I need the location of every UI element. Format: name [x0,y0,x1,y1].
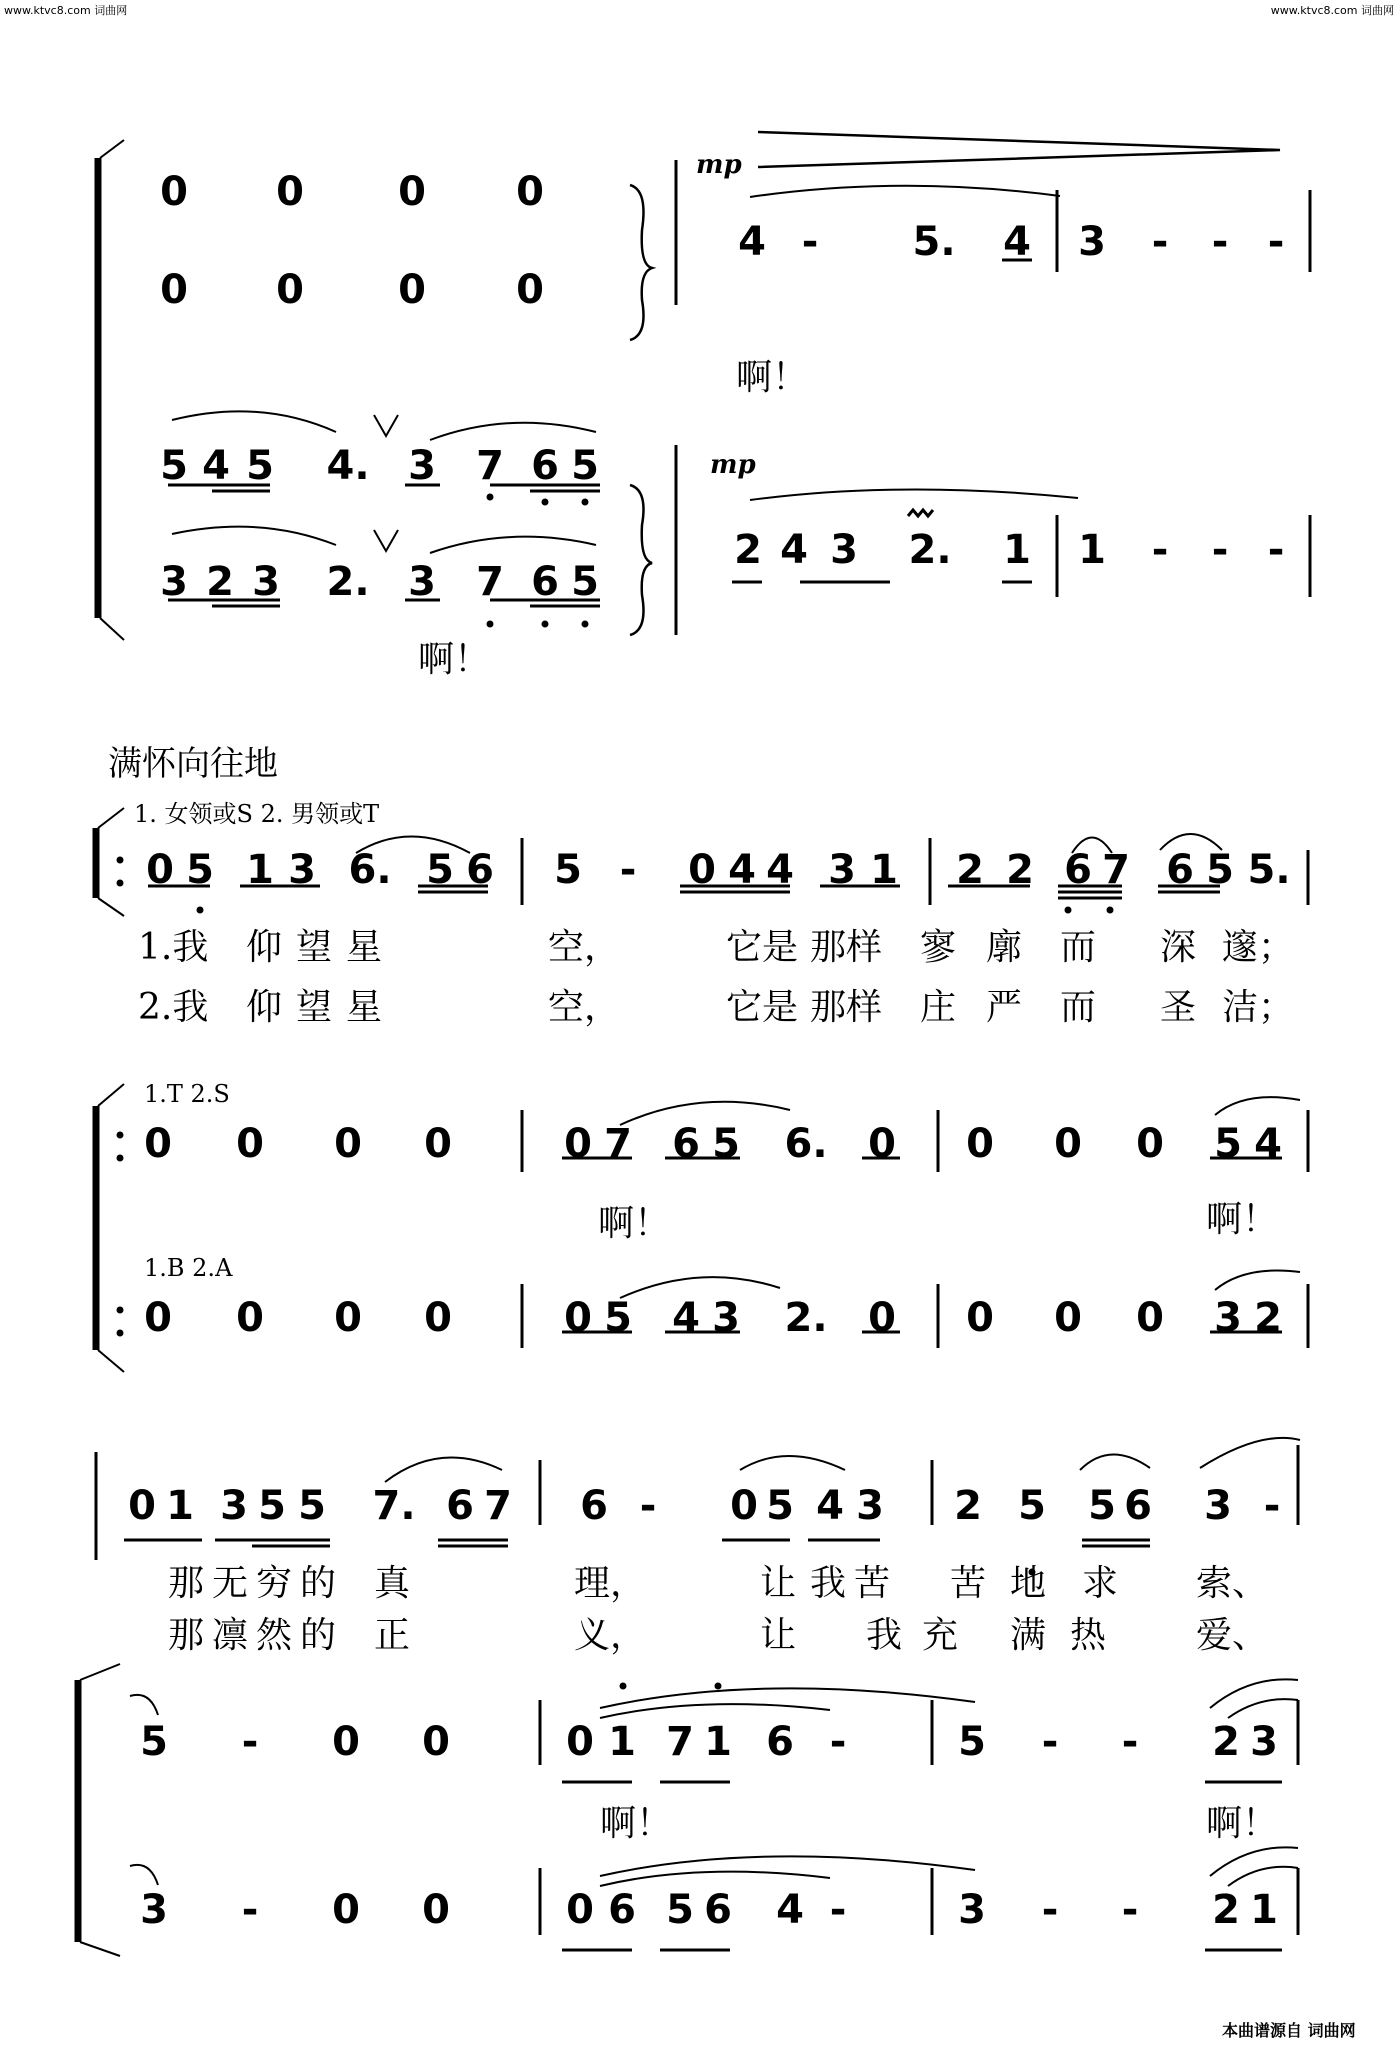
note: 6 [766,1719,794,1765]
note: 3 [958,1887,986,1933]
note: 6 [446,1483,474,1529]
note: 6 [704,1887,732,1933]
lyric: 寥 [920,927,957,968]
note: 5 [1018,1483,1046,1529]
lyric: 满热 [1010,1615,1131,1656]
note: 0 [332,1719,360,1765]
note: 0 [966,1121,994,1167]
note: 0 [566,1719,594,1765]
note: 0 [422,1887,450,1933]
note: 0 [236,1295,264,1341]
lyric: 苦 [950,1563,987,1604]
note: 4 [672,1295,700,1341]
note: 4 [738,219,766,265]
note: - [1267,527,1285,573]
note: 0 [516,169,544,215]
note: 3 [160,559,188,605]
note: - [241,1887,259,1933]
note: 3 [712,1295,740,1341]
note: 1 [870,847,898,893]
note: 4 [776,1887,804,1933]
header-right: www.ktvc8.com 词曲网 [1270,4,1394,17]
lyric: 理， [574,1563,647,1604]
note: 6 [531,443,559,489]
note: 1 [1078,527,1106,573]
footer-source: 本曲谱源自 词曲网 [1222,2021,1356,2040]
lyric: 索、 [1196,1563,1269,1604]
lyric: 那无穷的 [168,1563,345,1604]
note: 5 [712,1121,740,1167]
note: - [829,1887,847,1933]
note: 7 [476,559,504,605]
note: 0 [422,1719,450,1765]
header-left: www.ktvc8.com 词曲网 [4,4,128,17]
lyric: 充 [922,1615,959,1656]
note: 5 [1088,1483,1116,1529]
lyric: 空， [548,927,621,968]
note: 3 [220,1483,248,1529]
note: 0 [332,1887,360,1933]
lyric: 空， [548,987,621,1028]
note: 5 [160,443,188,489]
note: 5 [1214,1121,1242,1167]
note: 3 [288,847,316,893]
note: 1 [1250,1887,1278,1933]
note: 5 [298,1483,326,1529]
note: 7. [372,1483,416,1529]
note: 5 [258,1483,286,1529]
lyric: 让 [760,1615,797,1656]
note: - [1263,1483,1281,1529]
note: - [1121,1887,1139,1933]
note: 5. [912,219,956,265]
note: 4 [1003,219,1031,265]
note: - [1151,527,1169,573]
note: 6 [1166,847,1194,893]
lyric: 啊！ [598,1203,671,1244]
note: 0 [128,1483,156,1529]
lyric: 庄 [920,987,957,1028]
note: 2. [326,559,370,605]
note: 2 [1006,847,1034,893]
note: 0 [1136,1295,1164,1341]
lyric: 爱、 [1196,1615,1269,1656]
lyric: 邃； [1222,927,1295,968]
note: - [1267,219,1285,265]
note: 5 [140,1719,168,1765]
lyric: 仰 [246,987,283,1028]
note: 5 [426,847,454,893]
note: 3 [1214,1295,1242,1341]
lyric: 我苦 [810,1563,899,1604]
note: 3 [1250,1719,1278,1765]
note: 3 [408,443,436,489]
note: 0 [688,847,716,893]
part-label: 1. 女领或S 2. 男领或T [134,800,380,828]
lyric: 那凛然的 [168,1615,345,1656]
note: 0 [564,1121,592,1167]
note: 0 [566,1887,594,1933]
note: 0 [424,1121,452,1167]
note: - [1121,1719,1139,1765]
lyric: 让 [760,1563,797,1604]
note: 6 [672,1121,700,1167]
lyric: 深 [1160,927,1197,968]
note: 5 [604,1295,632,1341]
note: 4 [780,527,808,573]
lyric: 2.我 [138,987,209,1028]
note: - [829,1719,847,1765]
note: 6. [348,847,392,893]
lyric: 义， [574,1615,647,1656]
note: 0 [564,1295,592,1341]
note: 7 [604,1121,632,1167]
lyric: 真 [374,1563,411,1604]
lyric: 星 [346,987,383,1028]
note: 7 [476,443,504,489]
lyric: 1.我 [138,927,209,968]
note: 0 [730,1483,758,1529]
note: 0 [276,169,304,215]
note: 7 [1102,847,1130,893]
note: 7 [666,1719,694,1765]
note: 4 [202,443,230,489]
note: 0 [1054,1295,1082,1341]
note: 0 [276,267,304,313]
note: 2 [1254,1295,1282,1341]
lyric: 啊！ [418,639,491,680]
note: 0 [1136,1121,1164,1167]
note: - [801,219,819,265]
note: 3 [140,1887,168,1933]
lyric: 仰 [246,927,283,968]
note: 4. [326,443,370,489]
note: 5. [1247,847,1291,893]
note: 4 [1254,1121,1282,1167]
lyric: 正 [374,1615,411,1656]
note: 2. [784,1295,828,1341]
lyric: 啊！ [600,1803,673,1844]
lyric: 严 [986,987,1023,1028]
lyric: 廓 [986,927,1023,968]
note: 5 [186,847,214,893]
lyric: 望 [296,987,333,1028]
note: - [1211,219,1229,265]
note: 2 [1212,1719,1240,1765]
note: 0 [424,1295,452,1341]
note: 3 [856,1483,884,1529]
note: 3 [828,847,856,893]
note: 3 [1204,1483,1232,1529]
lyric: 那样 [810,927,883,968]
note: 2 [1212,1887,1240,1933]
note: 5 [958,1719,986,1765]
lyric: 而 [1060,927,1097,968]
lyric: 望 [296,927,333,968]
note: 0 [966,1295,994,1341]
note: 1 [246,847,274,893]
note: 0 [146,847,174,893]
note: 0 [144,1121,172,1167]
note: 2. [908,527,952,573]
note: 6 [1124,1483,1152,1529]
lyric: 啊！ [736,357,809,398]
lyric: 求 [1082,1563,1119,1604]
note: 5 [766,1483,794,1529]
note: 2 [734,527,762,573]
note: 5 [246,443,274,489]
note: 0 [398,267,426,313]
note: 4 [766,847,794,893]
note: 1 [1003,527,1031,573]
note: 5 [1206,847,1234,893]
note: - [1211,527,1229,573]
note: 3 [252,559,280,605]
note: 5 [571,559,599,605]
note: 0 [398,169,426,215]
note: 4 [728,847,756,893]
note: 6. [784,1121,828,1167]
note: 2 [956,847,984,893]
note: 6 [531,559,559,605]
note: 2 [206,559,234,605]
lyric: 那样 [810,987,883,1028]
note: - [1041,1719,1059,1765]
note: 1 [166,1483,194,1529]
note: 0 [236,1121,264,1167]
note: 5 [666,1887,694,1933]
note: 0 [334,1121,362,1167]
lyric: 星 [346,927,383,968]
lyric: 我 [866,1615,903,1656]
note: 0 [1054,1121,1082,1167]
dynamic-mark: mp [696,150,742,180]
note: 0 [334,1295,362,1341]
lyric: 地 [1010,1563,1047,1604]
note: - [619,847,637,893]
tempo-marking: 满怀向往地 [108,744,278,784]
note: 4 [816,1483,844,1529]
note: 0 [516,267,544,313]
note: 3 [408,559,436,605]
lyric: 洁； [1222,987,1295,1028]
lyric: 而 [1060,987,1097,1028]
lyric: 它是 [726,987,799,1028]
note: 0 [868,1121,896,1167]
note: 1 [608,1719,636,1765]
lyric: 圣 [1160,987,1197,1028]
lyric: 它是 [726,927,799,968]
note: 6 [608,1887,636,1933]
note: - [1151,219,1169,265]
note: 6 [1064,847,1092,893]
note: 5 [571,443,599,489]
note: 0 [160,267,188,313]
note: 3 [1078,219,1106,265]
note: 7 [484,1483,512,1529]
note: 2 [954,1483,982,1529]
note: 5 [554,847,582,893]
note: 6 [466,847,494,893]
lyric: 啊！ [1206,1199,1279,1240]
note: - [241,1719,259,1765]
lyric: 啊！ [1206,1803,1279,1844]
part-label: 1.T 2.S [144,1080,230,1108]
note: - [1041,1887,1059,1933]
note: 1 [704,1719,732,1765]
note: 0 [160,169,188,215]
note: 0 [144,1295,172,1341]
note: 3 [830,527,858,573]
dynamic-mark: mp [710,450,756,480]
note: - [639,1483,657,1529]
note: 0 [868,1295,896,1341]
note: 6 [580,1483,608,1529]
part-label: 1.B 2.A [144,1254,233,1282]
